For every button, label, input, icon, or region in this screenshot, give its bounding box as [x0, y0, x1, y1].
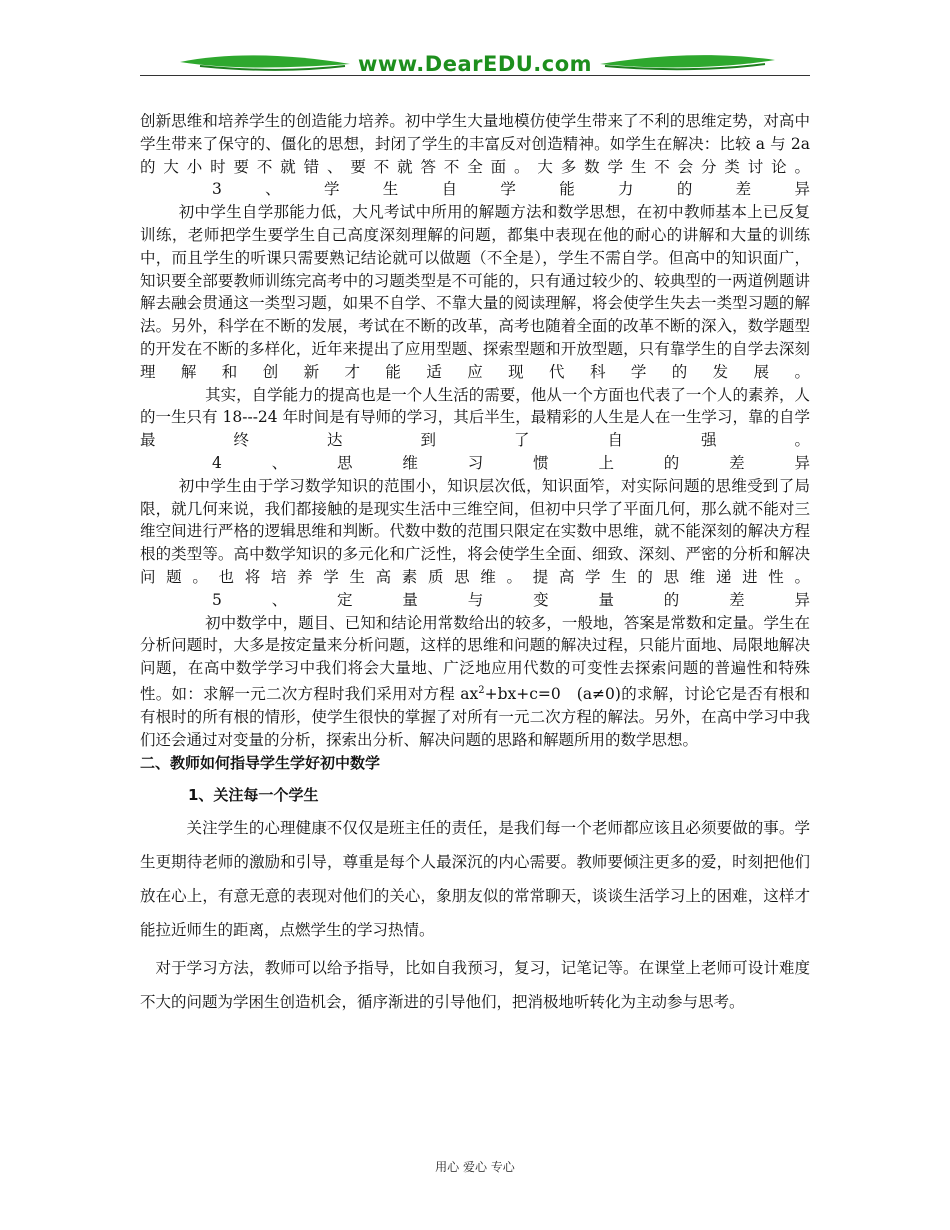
section-heading-4: 4、思维习惯上的差异: [212, 453, 810, 472]
paragraph-1: 创新思维和培养学生的创造能力培养。初中学生大量地模仿使学生带来了不利的思维定势，对高中学生带来了保守的、僵化的思想，封闭了学生的丰富反对创造精神。如学生在解决：比较 a 与 2a 的大小时要不就错、要不就答不全面。大多数学生不会分类讨论。: [140, 112, 810, 176]
section-heading-5: 5、定量与变量的差异: [212, 590, 810, 609]
superscript-2: 2: [478, 684, 485, 696]
paragraph-2: 初中学生自学那能力低，大凡考试中所用的解题方法和数学思想，在初中教师基本上已反复训练，老师把学生要学生自己高度深刻理解的问题，都集中表现在他的耐心的讲解和大量的训练中，而且学生的听课只需要熟记结论就可以做题（不全是），学生不需自学。但高中的知识面广，知识要全部要教师训练完高考中的习题类型是不可能的，只有通过较少的、较典型的一两道例题讲解去融会贯通这一类型习题，如果不自学、不靠大量的阅读理解，将会使学生失去一类型习题的解法。另外，科学在不断的发展，考试在不断的改革，高考也随着全面的改革不断的深入，数学题型的开发在不断的多样化，近年来提出了应用型题、探索型题和开放型题，只有靠学生的自学去深刻理解和创新才能适应现代科学的发展。: [140, 203, 810, 381]
subsection-1-title: 1、关注每一个学生: [188, 786, 319, 805]
paragraph-4: 初中学生由于学习数学知识的范围小，知识层次低，知识面笮，对实际问题的思维受到了局限，就几何来说，我们都接触的是现实生活中三维空间，但初中只学了平面几何，那么就不能对三维空间进行严格的逻辑思维和判断。代数中数的范围只限定在实数中思维，就不能深刻的解决方程根的类型等。高中数学知识的多元化和广泛性，将会使学生全面、细致、深刻、严密的分析和解决问题。也将培养学生高素质思维。提高学生的思维递进性。: [140, 476, 810, 586]
paragraph-7: 对于学习方法，教师可以给予指导，比如自我预习，复习，记笔记等。在课堂上老师可设计难度不大的问题为学困生创造机会，循序渐进的引导他们，把消极地听转化为主动参与思考。: [140, 959, 810, 1012]
site-logo-text: www.DearEDU.com: [357, 52, 593, 76]
page-footer: 用心 爱心 专心: [435, 1160, 515, 1174]
site-header-logo: [140, 44, 810, 84]
paragraph-6: 关注学生的心理健康不仅仅是班主任的责任，是我们每一个老师都应该且必须要做的事。学生更期待老师的激励和引导，尊重是每个人最深沉的内心需要。教师要倾注更多的爱，时刻把他们放在心上，有意无意的表现对他们的关心，象朋友似的常常聊天，谈谈生活学习上的困难，这样才能拉近师生的距离，点燃学生的学习热情。: [140, 819, 810, 940]
document-body: [140, 110, 810, 1019]
section-2-title: 二、教师如何指导学生学好初中数学: [140, 754, 381, 773]
paragraph-5: [140, 612, 810, 752]
section-heading-3: 3、学生自学能力的差异: [212, 180, 810, 199]
paragraph-3: 其实，自学能力的提高也是一个人生活的需要，他从一个方面也代表了一个人的素养，人的一生只有 18---24 年时间是有导师的学习，其后半生，最精彩的人生是人在一生学习，靠的自学最终达到了自强。: [140, 385, 810, 450]
paragraph-5-part-b: +bx+c=0 (a≠0)的求解，讨论它是否有根和有根时的所有根的情形，使学生很快的掌握了对所有一元二次方程的解法。另外，在高中学习中我们还会通过对变量的分析，探索出分析、解决问题的思路和解题所用的数学思想。: [140, 685, 810, 749]
paragraph-5-part-a: 初中数学中，题目、已知和结论用常数给出的较多，一般地，答案是常数和定量。学生在分析问题时，大多是按定量来分析问题，这样的思维和问题的解决过程，只能片面地、局限地解决问题，在高中数学学习中我们将会大量地、广泛地应用代数的可变性去探索问题的普遍性和特殊性。如：求解一元二次方程时我们采用对方程 ax: [140, 613, 810, 704]
header-rule: [140, 75, 810, 76]
